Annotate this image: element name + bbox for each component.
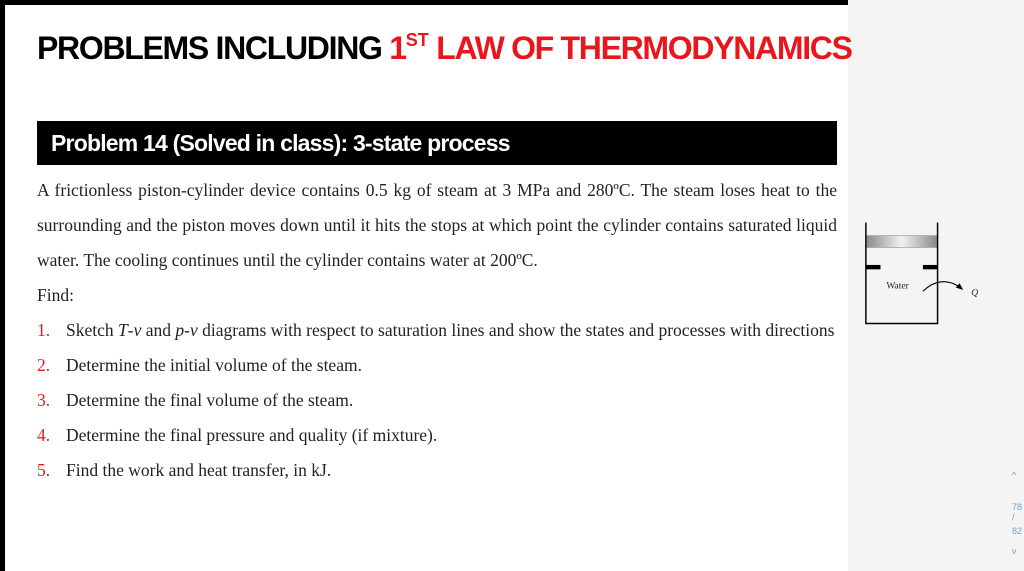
heat-label: Q: [971, 288, 979, 299]
nav-total-slides: 82: [1012, 526, 1023, 536]
nav-current-slide: 78: [1012, 502, 1023, 512]
nav-separator: /: [1012, 512, 1015, 522]
piston: [867, 236, 937, 248]
page-title: [37, 30, 852, 67]
find-label: Find:: [37, 285, 74, 305]
top-border: [0, 0, 848, 5]
problem-banner: Problem 14 (Solved in class): 3-state process: [37, 121, 837, 165]
problem-statement: A frictionless piston-cylinder device contains 0.5 kg of steam at 3 MPa and 280ºC. The steam loses heat to the surrounding and the piston moves down until it hits the stops at which point the cylinder contains saturated liquid water. The cooling continues until the cylinder contains water at 200ºC.: [37, 180, 837, 270]
water-label: Water: [886, 281, 909, 292]
list-item: 3. Determine the final volume of the steam.: [37, 383, 837, 418]
item-number: 4.: [37, 425, 51, 445]
item-number: 1.: [37, 320, 51, 340]
heat-arrow-head: [956, 283, 963, 290]
list-item: 5. Find the work and heat transfer, in kJ.: [37, 453, 837, 488]
list-item: 4. Determine the final pressure and quality (if mixture).: [37, 418, 837, 453]
item-number: 3.: [37, 390, 51, 410]
stop-left: [866, 265, 881, 269]
problem-body: [37, 173, 837, 488]
title-black: PROBLEMS INCLUDING: [37, 30, 390, 66]
task-list: [37, 313, 837, 488]
left-border: [0, 0, 5, 571]
item-number: 5.: [37, 460, 51, 480]
stop-right: [923, 265, 938, 269]
title-red: 1ST LAW OF THERMODYNAMICS: [389, 30, 852, 66]
slide-navigator: [1006, 470, 1024, 566]
list-item: 1. Sketch T-v and p-v diagrams with respect to saturation lines and show the states and processes with directions: [37, 313, 837, 348]
nav-down-icon[interactable]: v: [1012, 546, 1017, 556]
nav-up-icon[interactable]: ^: [1012, 470, 1017, 480]
heat-arrow: [923, 282, 960, 292]
piston-cylinder-diagram: [860, 198, 980, 348]
item-number: 2.: [37, 355, 51, 375]
list-item: 2. Determine the initial volume of the steam.: [37, 348, 837, 383]
